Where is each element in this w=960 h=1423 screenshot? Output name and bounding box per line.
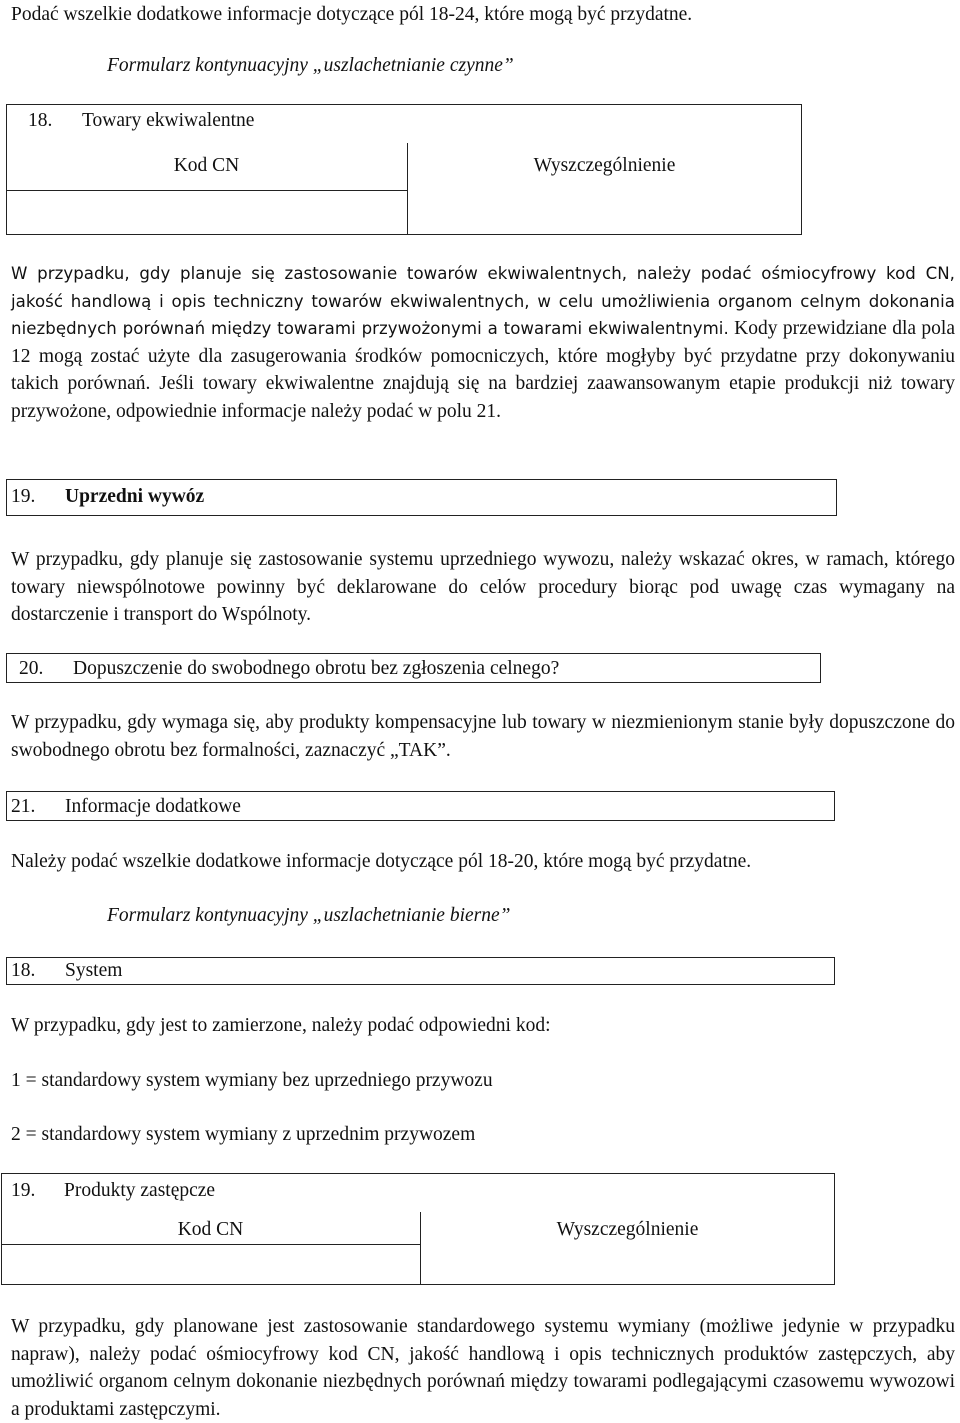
section-number: 18. bbox=[28, 110, 53, 131]
section-title: Towary ekwiwalentne bbox=[82, 110, 255, 131]
section-number: 21. bbox=[11, 796, 36, 817]
section-title: Produkty zastępcze bbox=[64, 1180, 216, 1201]
system-box[interactable] bbox=[6, 957, 835, 985]
description-input-cell[interactable] bbox=[408, 191, 801, 234]
section-title: Uprzedni wywóz bbox=[65, 486, 205, 507]
description-input-cell[interactable] bbox=[421, 1245, 834, 1284]
cn-code-input-cell[interactable] bbox=[7, 191, 406, 234]
col-header-cn-code: Kod CN bbox=[177, 1219, 244, 1240]
substitute-products-description: W przypadku, gdy planowane jest zastosowanie standardowego systemu wymiany (możliwe jedynie w przypadku napraw), należy podać ośmiocyfrowy kod CN, jakość handlową i opis technicznych produktów zastępczych, aby umożliwić organom celnym dokonanie niezbędnych porównań między towarami podlegającymi czasowemu wywozowi a produktami zastępczymi. bbox=[11, 1316, 955, 1420]
form-active-title: Formularz kontynuacyjny „uszlachetnianie czynne” bbox=[107, 55, 514, 76]
system-option-2: 2 = standardowy system wymiany z uprzednim przywozem bbox=[11, 1124, 476, 1145]
system-description: W przypadku, gdy jest to zamierzone, należy podać odpowiedni kod: bbox=[11, 1015, 551, 1036]
equivalent-goods-description bbox=[11, 260, 955, 425]
col-header-cn-code: Kod CN bbox=[173, 155, 240, 176]
section-title: Dopuszczenie do swobodnego obrotu bez zgłoszenia celnego? bbox=[73, 658, 560, 679]
equivalent-goods-description-part2: Kody przewidziane dla pola 12 mogą zostać użyte dla zasugerowania środków pomocniczych, które mogłyby być przydatne przy dokonywaniu takich porównań. Jeśli towary ekwiwalentne znajdują się na bardziej zaawansowanym etapie produkcji niż towary przywożone, odpowiednie informacje należy podać w polu 21. bbox=[11, 318, 955, 422]
col-header-description: Wyszczególnienie bbox=[556, 1219, 699, 1240]
cn-code-input-cell[interactable] bbox=[2, 1245, 419, 1284]
equivalent-goods-description-part1: W przypadku, gdy planuje się zastosowanie towarów ekwiwalentnych, należy podać ośmiocyfrowy kod CN, jakość handlową i opis techniczny towarów ekwiwalentnych, w celu umożliwienia organom celnym dokonania niezbędnych porównań między towarami przywożonymi a towarami ekwiwalentnymi. bbox=[11, 264, 955, 339]
col-header-description: Wyszczególnienie bbox=[533, 155, 676, 176]
section-number: 19. bbox=[11, 1180, 36, 1201]
section-title: Informacje dodatkowe bbox=[65, 796, 241, 817]
system-option-1: 1 = standardowy system wymiany bez uprzedniego przywozu bbox=[11, 1070, 493, 1091]
form-passive-title: Formularz kontynuacyjny „uszlachetnianie bierne” bbox=[107, 905, 511, 926]
section-number: 19. bbox=[11, 486, 36, 507]
free-circulation-description: W przypadku, gdy wymaga się, aby produkty kompensacyjne lub towary w niezmienionym stanie były dopuszczone do swobodnego obrotu bez formalności, zaznaczyć „TAK”. bbox=[11, 712, 955, 761]
section-number: 20. bbox=[19, 658, 44, 679]
prior-export-description: W przypadku, gdy planuje się zastosowanie systemu uprzedniego wywozu, należy wskazać okres, w ramach, którego towary niewspólnotowe powinny być deklarowane do celów procedury biorąc pod uwagę czas wymagany na dostarczenie i transport do Wspólnoty. bbox=[11, 549, 955, 625]
section-number: 18. bbox=[11, 960, 36, 981]
section-title: System bbox=[65, 960, 123, 981]
additional-info-description: Należy podać wszelkie dodatkowe informacje dotyczące pól 18-20, które mogą być przydatne. bbox=[11, 851, 752, 872]
intro-line: Podać wszelkie dodatkowe informacje dotyczące pól 18-24, które mogą być przydatne. bbox=[11, 4, 693, 25]
